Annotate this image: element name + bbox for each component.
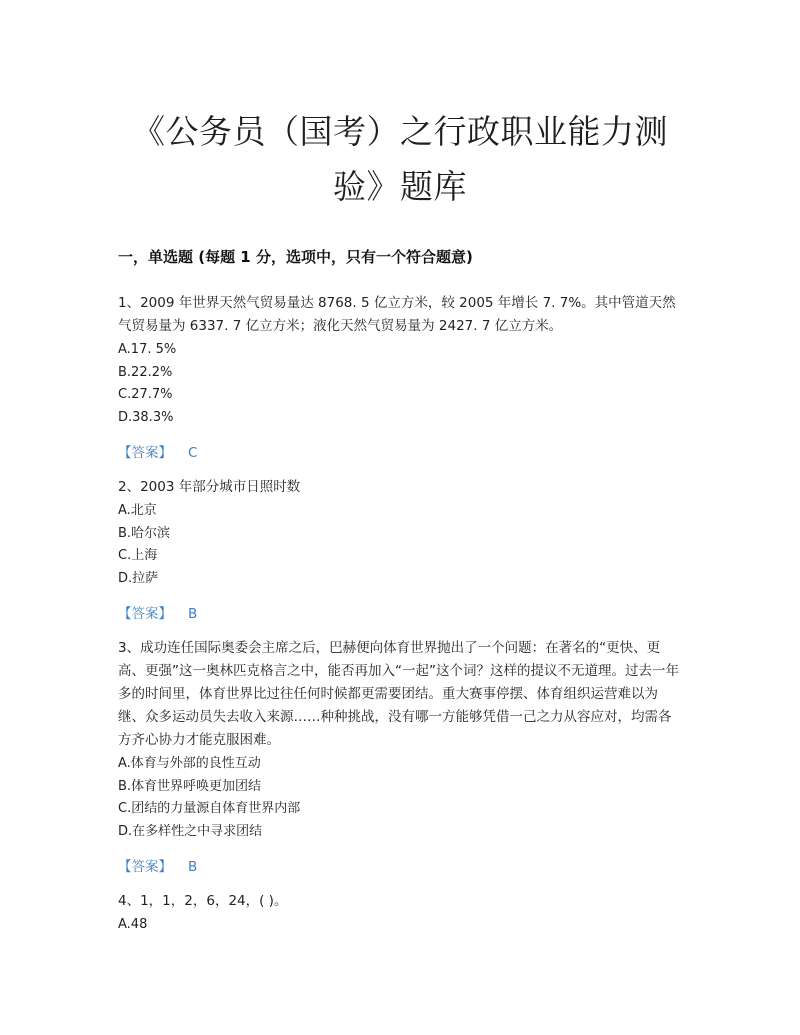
answer-value: B (188, 859, 198, 875)
option-a: A.17. 5% (118, 342, 177, 357)
option-d: D.38.3% (118, 409, 174, 425)
answer-value: C (188, 445, 198, 461)
option-d: D.拉萨 (118, 570, 159, 586)
option-a: A.体育与外部的良性互动 (118, 756, 261, 771)
question-list (118, 292, 680, 937)
answer-row (118, 856, 680, 878)
option-b: B.22.2% (118, 364, 173, 380)
title-line-2: 验》题库 (333, 167, 467, 206)
answer-label: 【答案】 (118, 606, 172, 622)
option-a: A.48 (118, 917, 148, 932)
question-stem: 1、2009 年世界天然气贸易量达 8768. 5 亿立方米，较 2005 年增长 7. 7%。其中管道天然气贸易量为 6337. 7 亿立方米；液化天然气贸易量为 2427. 7 亿立方米。 (118, 295, 676, 334)
answer-label: 【答案】 (118, 445, 172, 461)
option-b: B.哈尔滨 (118, 525, 171, 541)
question-2 (118, 476, 680, 625)
document-title (100, 104, 700, 214)
answer-value: B (188, 606, 198, 622)
question-stem: 2、2003 年部分城市日照时数 (118, 479, 301, 495)
question-stem: 4、1，1，2，6，24，( )。 (118, 893, 288, 909)
answer-label: 【答案】 (118, 859, 172, 875)
answer-row (118, 603, 680, 625)
question-3 (118, 637, 680, 878)
question-4 (118, 890, 680, 937)
section-heading: 一，单选题 (每题 1 分，选项中，只有一个符合题意) (118, 248, 473, 266)
option-b: B.体育世界呼唤更加团结 (118, 778, 262, 794)
option-c: C.27.7% (118, 387, 173, 402)
option-c: C.团结的力量源自体育世界内部 (118, 801, 301, 816)
answer-row (118, 442, 680, 464)
option-d: D.在多样性之中寻求团结 (118, 823, 263, 839)
title-line-1: 《公务员（国考）之行政职业能力测 (132, 112, 668, 151)
option-a: A.北京 (118, 503, 157, 518)
option-c: C.上海 (118, 548, 158, 563)
question-1 (118, 292, 680, 464)
question-stem: 3、成功连任国际奥委会主席之后，巴赫便向体育世界抛出了一个问题：在著名的“更快、更高、更强”这一奥林匹克格言之中，能否再加入“一起”这个词？这样的提议不无道理。过去一年多的时间里，体育世界比过往任何时候都更需要团结。重大赛事停摆、体育组织运营难以为继、众多运动员失去收入来源……种种挑战，没有哪一方能够凭借一己之力从容应对，均需各方齐心协力才能克服困难。 (118, 640, 679, 748)
